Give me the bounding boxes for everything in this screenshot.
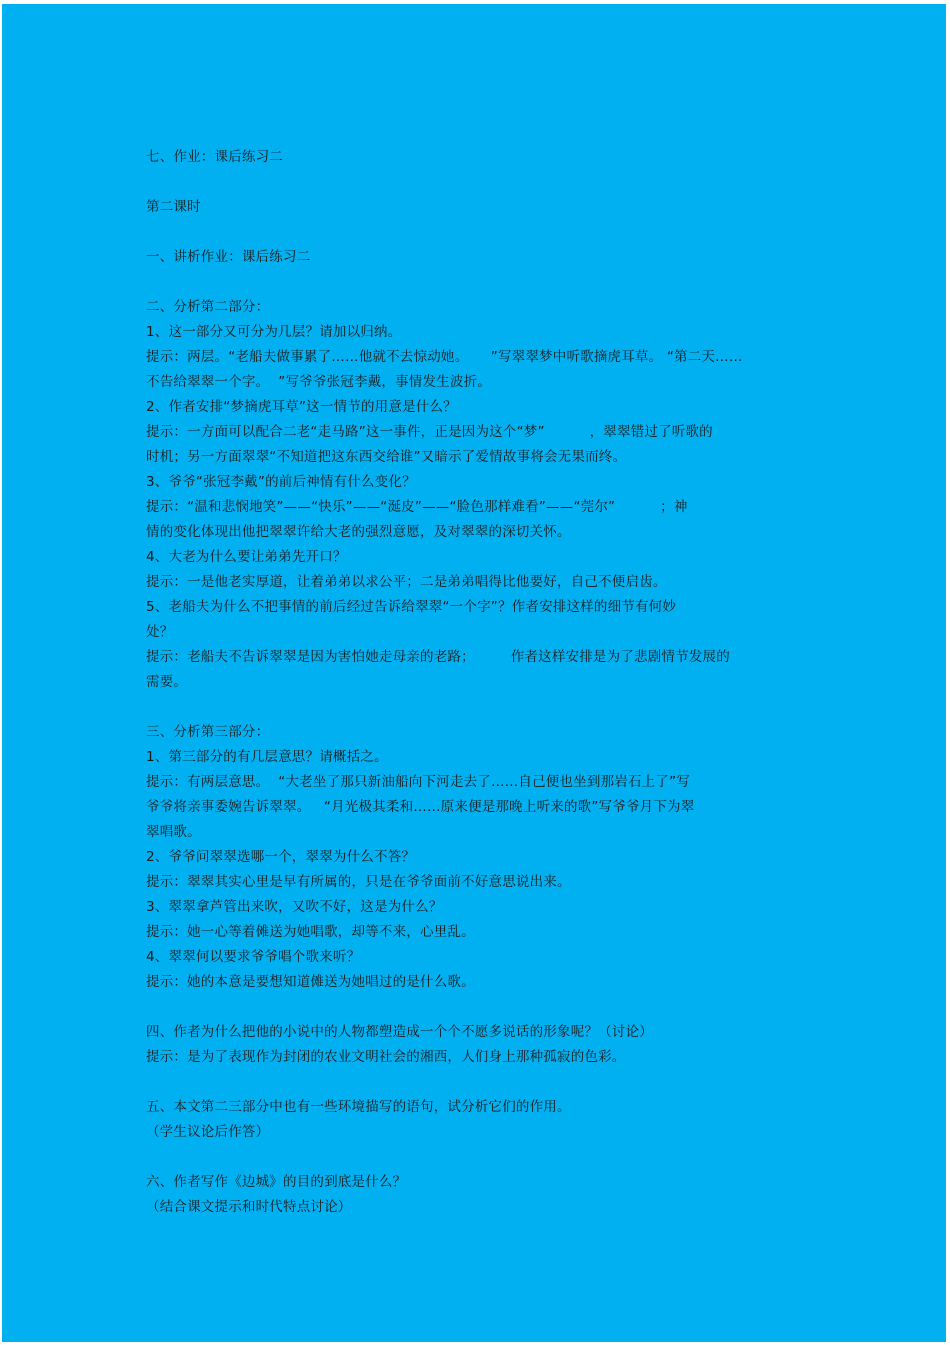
text-line: 2、作者安排“梦摘虎耳草”这一情节的用意是什么？ — [146, 399, 457, 415]
text-line: 情的变化体现出他把翠翠许给大老的强烈意愿，及对翠翠的深切关怀。 — [146, 524, 571, 540]
text-line: 提示：有两层意思。 “大老坐了那只新油船向下河走去了……自己便也坐到那岩石上了”写 — [146, 774, 690, 790]
blank-line — [146, 995, 826, 1020]
text-line: 5、老船夫为什么不把事情的前后经过告诉给翠翠“一个字”？作者安排这样的细节有何妙 — [146, 599, 677, 615]
text-line: 提示：她的本意是要想知道傩送为她唱过的是什么歌。 — [146, 974, 475, 990]
text-line: 提示：她一心等着傩送为她唱歌，却等不来，心里乱。 — [146, 924, 475, 940]
document-page — [2, 4, 946, 1342]
text-line: 提示：两层。“老船夫做事累了……他就不去惊动她。 ”写翠翠梦中听歌摘虎耳草。 “第二天…… — [146, 349, 743, 365]
text-line: 提示：翠翠其实心里是早有所属的，只是在爷爷面前不好意思说出来。 — [146, 874, 571, 890]
text-line: 2、爷爷问翠翠选哪一个，翠翠为什么不答？ — [146, 849, 416, 865]
blank-line — [146, 220, 826, 245]
text-line: 一、讲析作业：课后练习二 — [146, 249, 311, 265]
text-line: 时机；另一方面翠翠“不知道把这东西交给谁”又暗示了爱情故事将会无果而终。 — [146, 449, 627, 465]
text-line: （学生议论后作答） — [146, 1124, 270, 1140]
text-line: 处？ — [146, 624, 174, 640]
text-line: （结合课文提示和时代特点讨论） — [146, 1199, 352, 1215]
blank-line — [146, 270, 826, 295]
document-body — [146, 145, 826, 1220]
text-line: 二、分析第二部分： — [146, 299, 270, 315]
text-line: 第二课时 — [146, 199, 201, 215]
text-line: 六、作者写作《边城》的目的到底是什么？ — [146, 1174, 407, 1190]
text-line: 3、翠翠拿芦管出来吹，又吹不好，这是为什么？ — [146, 899, 443, 915]
text-line: 提示：“温和悲悯地笑”——“快乐”——“涎皮”——“脸色那样难看”——“莞尔” ；神 — [146, 499, 688, 515]
text-line: 1、这一部分又可分为几层？请加以归纳。 — [146, 324, 402, 340]
blank-line — [146, 695, 826, 720]
text-line: 1、第三部分的有几层意思？请概括之。 — [146, 749, 388, 765]
text-line: 3、爷爷“张冠李戴”的前后神情有什么变化？ — [146, 474, 416, 490]
text-line: 需要。 — [146, 674, 188, 690]
blank-line — [146, 1145, 826, 1170]
blank-line — [146, 1070, 826, 1095]
text-line: 提示：一方面可以配合二老“走马路”这一事件，正是因为这个“梦” ，翠翠错过了听歌的 — [146, 424, 713, 440]
text-line: 四、作者为什么把他的小说中的人物都塑造成一个个不愿多说话的形象呢？（讨论） — [146, 1024, 653, 1040]
text-line: 4、翠翠何以要求爷爷唱个歌来听？ — [146, 949, 361, 965]
text-line: 五、本文第二三部分中也有一些环境描写的语句，试分析它们的作用。 — [146, 1099, 571, 1115]
text-line: 七、作业：课后练习二 — [146, 149, 283, 165]
text-line: 提示：老船夫不告诉翠翠是因为害怕她走母亲的老路； 作者这样安排是为了悲剧情节发展的 — [146, 649, 730, 665]
text-line: 提示：是为了表现作为封闭的农业文明社会的湘西，人们身上那种孤寂的色彩。 — [146, 1049, 626, 1065]
text-line: 三、分析第三部分： — [146, 724, 270, 740]
text-line: 4、大老为什么要让弟弟先开口？ — [146, 549, 347, 565]
text-line: 提示：一是他老实厚道，让着弟弟以求公平；二是弟弟唱得比他要好，自己不便启齿。 — [146, 574, 667, 590]
text-line: 不告给翠翠一个字。 ”写爷爷张冠李戴，事情发生波折。 — [146, 374, 491, 390]
text-line: 翠唱歌。 — [146, 824, 201, 840]
blank-line — [146, 170, 826, 195]
text-line: 爷爷将亲事委婉告诉翠翠。 “月光极其柔和……原来便是那晚上听来的歌”写爷爷月下为翠 — [146, 799, 695, 815]
